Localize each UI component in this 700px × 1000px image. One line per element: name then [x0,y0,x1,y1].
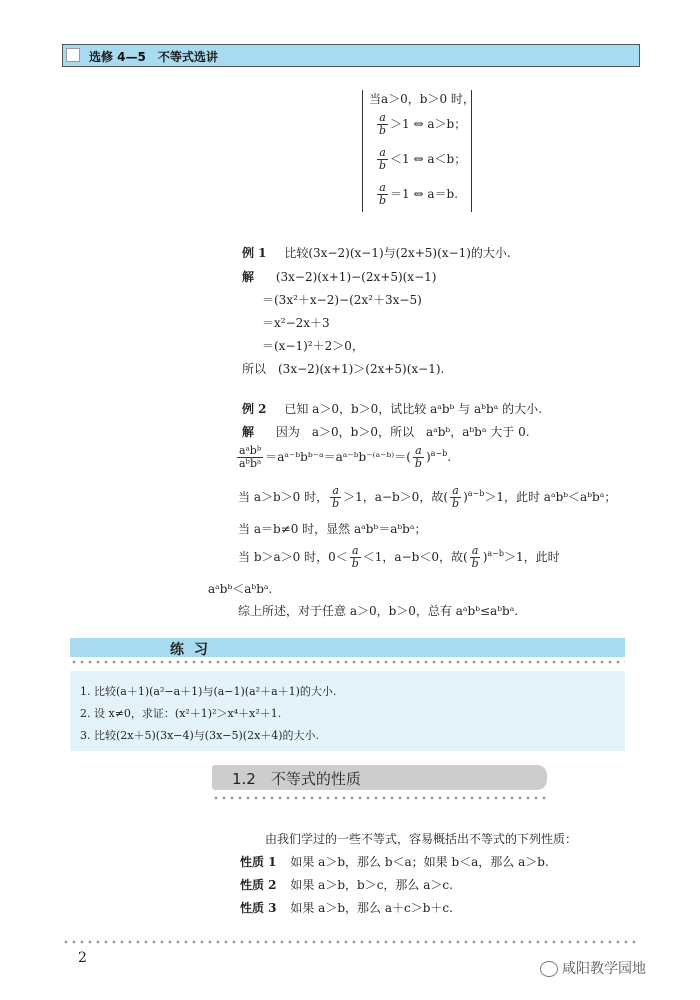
section-intro: 由我们学过的一些不等式，容易概括出不等式的下列性质： [265,832,578,846]
property-condition: 当a＞0，b＞0 时， [369,92,475,106]
example2-ratio-line: $\frac{\text{aᵃbᵇ}}{\text{aᵇbᵃ}}$ ＝aᵃ⁻ᵇbᵇ⁻ᵃ＝aᵃ⁻ᵇb⁻⁽ᵃ⁻ᵇ⁾＝( $\frac{a}{b}$ )$^{a-b}$. [239,444,452,470]
example1-step-line [242,268,436,285]
example1-question: 比较(3x−2)(x−1)与(2x+5)(x−1)的大小. [284,246,511,260]
example2-question: 已知 a＞0，b＞0，试比较 aᵃbᵇ 与 aᵇbᵃ 的大小. [284,402,542,416]
exercise-header-bar [70,638,625,657]
property-label: 性质 3 [240,901,277,915]
wechat-icon [540,961,558,977]
example1-label: 例 1 [242,246,267,260]
example1-step: ＝(3x²＋x−2)−(2x²＋3x−5) [262,293,422,307]
exercise-box [70,671,625,751]
property-text: 如果 a＞b，b＞c，那么 a＞c. [290,878,453,892]
example1-step: ＝(x−1)²＋2＞0， [262,339,364,353]
property-row: $\frac{a}{b}$ ＝1 ⇔ a＝b. [379,181,459,207]
example2-case3-cont: aᵃbᵇ＜aᵇbᵃ. [208,582,273,596]
exercise-title: 练习 [170,642,218,658]
property-text: 如果 a＞b，那么 a＋c＞b＋c. [290,901,453,915]
example2-conclusion: 综上所述，对于任意 a＞0，b＞0，总有 aᵃbᵇ≤aᵇbᵃ. [238,604,519,618]
section-banner [212,765,547,790]
example2-label: 例 2 [242,402,267,416]
header-square-icon [66,48,80,62]
property-text: 如果 a＞b，那么 b＜a；如果 b＜a，那么 a＞b. [290,855,549,869]
header-bar [62,44,640,67]
example2-question-line [242,400,542,417]
property-box [362,90,475,212]
dotted-divider [212,796,547,800]
header-title: 选修 4—5 不等式选讲 [89,50,218,64]
watermark: 咸阳教学园地 [540,958,646,978]
example1-question-line [242,244,511,261]
property-label: 性质 1 [240,855,277,869]
example2-solution-label: 解 [242,425,255,439]
property-row: $\frac{a}{b}$ ＞1 ⇔ a＞b； [379,111,467,137]
example1-step: ＝x²−2x＋3 [262,316,330,330]
example2-solution-line [242,423,530,440]
property-line [240,899,453,916]
property-line [240,853,549,870]
property-row: $\frac{a}{b}$ ＜1 ⇔ a＜b； [379,146,467,172]
exercise-item: 1. 比较(a＋1)(a²−a＋1)与(a−1)(a²＋a＋1)的大小. [80,685,337,698]
dotted-divider [70,660,625,664]
example2-solution-intro: 因为 a＞0，b＞0，所以 aᵃbᵇ，aᵇbᵃ 大于 0. [275,425,530,439]
example1-conclusion: 所以 (3x−2)(x+1)＞(2x+5)(x−1). [242,362,445,376]
property-line [240,876,453,893]
page-number: 2 [78,950,87,966]
example2-case2: 当 a＝b≠0 时，显然 aᵃbᵇ＝aᵇbᵃ； [238,522,427,536]
example1-solution-label: 解 [242,270,255,284]
property-label: 性质 2 [240,878,277,892]
exercise-item: 2. 设 x≠0，求证：(x²＋1)²＞x⁴＋x²＋1. [80,707,282,720]
example2-case3: 当 b＞a＞0 时，0＜ $\frac{a}{b}$ ＜1，a−b＜0，故( $\frac{a}{b}$ )$^{a-b}$＞1，此时 [238,544,560,570]
example2-case1: 当 a＞b＞0 时， $\frac{a}{b}$ ＞1，a−b＞0，故( $\frac{a}{b}$ )$^{a-b}$＞1，此时 aᵃbᵇ＜aᵇbᵃ； [238,484,617,510]
example1-step: (3x−2)(x+1)−(2x+5)(x−1) [275,270,437,284]
exercise-item: 3. 比较(2x＋5)(3x−4)与(3x−5)(2x＋4)的大小. [80,729,320,742]
section-title: 1.2 不等式的性质 [232,770,361,788]
footer-dotted-divider [62,940,640,944]
